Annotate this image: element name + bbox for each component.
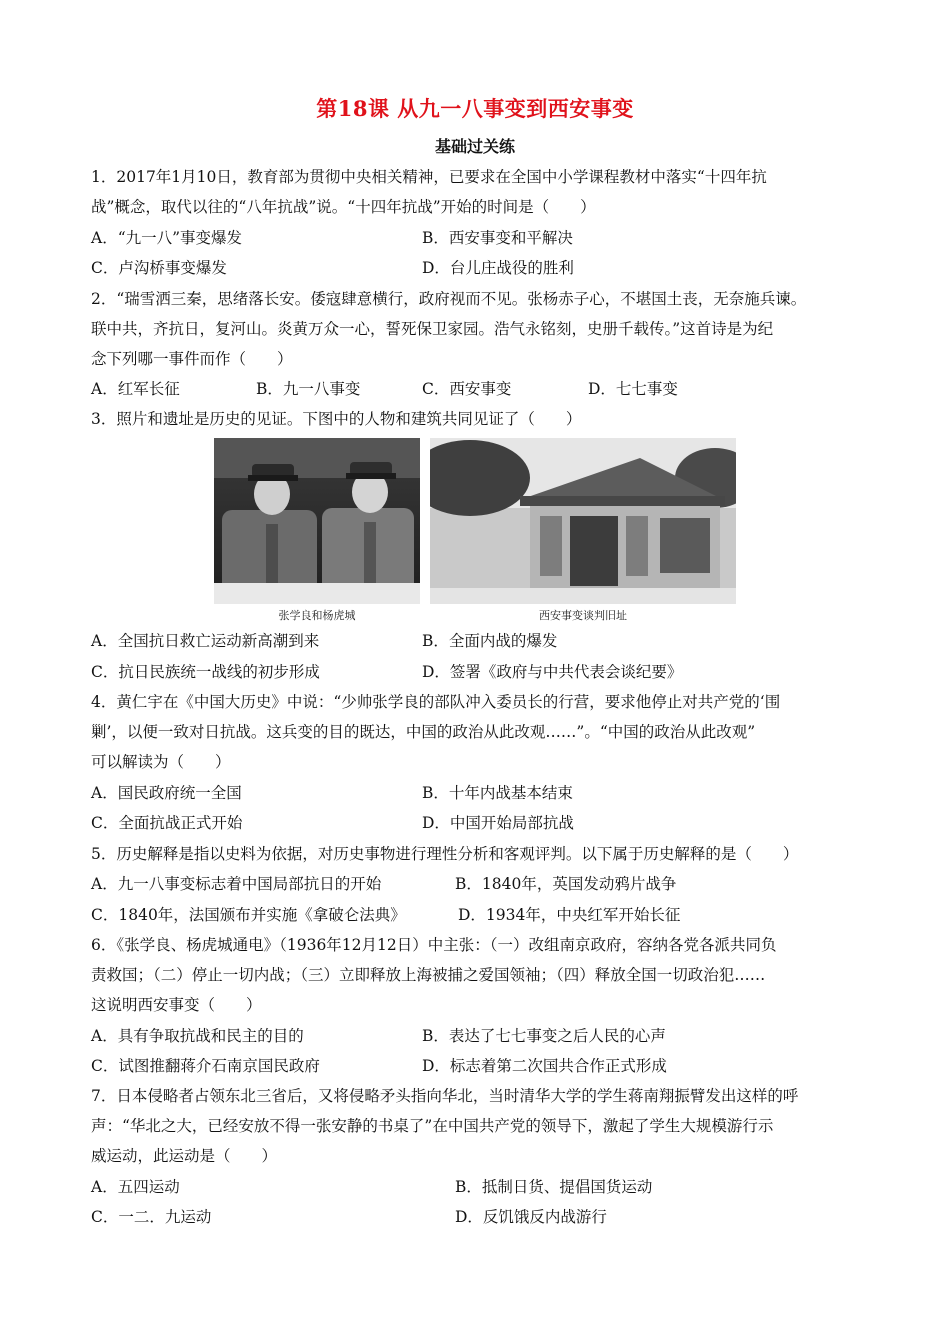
q6-stem-line1: 6．《张学良、杨虎城通电》（1936年12月12日）中主张：（一）改组南京政府，容纳各党各派共同负 [91,936,777,954]
q4-option-b: B．十年内战基本结束 [422,784,573,802]
q2-stem-line1: 2．“瑞雪洒三秦，思绪落长安。倭寇肆意横行，政府视而不见。张杨赤子心，不堪国土丧，无奈施兵谏。 [91,290,807,308]
photo-two-officers [214,438,420,604]
q3-option-d: D．签署《政府与中共代表会谈纪要》 [422,663,683,681]
q1-stem-line2: 战”概念，取代以往的“八年抗战”说。“十四年抗战”开始的时间是（ ） [91,198,596,216]
q7-stem-line2: 声：“华北之大，已经安放不得一张安静的书桌了”在中国共产党的领导下，激起了学生大规模游行示 [91,1117,774,1135]
q4-stem-line1: 4．黄仁宇在《中国大历史》中说：“少帅张学良的部队冲入委员长的行营，要求他停止对共产党的‘围 [91,693,781,711]
q2-stem-line3: 念下列哪一事件而作（ ） [91,350,293,368]
q5-option-d: D．1934年，中央红军开始长征 [458,906,681,924]
q1-option-a: A．“九一八”事变爆发 [91,229,243,247]
lesson-title: 第18课 从九一八事变到西安事变 [316,96,634,121]
q2-option-c: C．西安事变 [422,380,512,398]
q5-stem-line1: 5．历史解释是指以史料为依据，对历史事物进行理性分析和客观评判。以下属于历史解释的是（ ） [91,845,799,863]
two-officers-image [214,438,420,604]
q3-option-b: B．全面内战的爆发 [422,632,558,650]
q7-stem-line3: 威运动，此运动是（ ） [91,1147,278,1165]
q7-option-c: C．一二．九运动 [91,1208,212,1226]
q4-option-c: C．全面抗战正式开始 [91,814,243,832]
q1-option-c: C．卢沟桥事变爆发 [91,259,227,277]
q7-option-d: D．反饥饿反内战游行 [455,1208,607,1226]
q6-option-b: B．表达了七七事变之后人民的心声 [422,1027,666,1045]
q2-option-b: B．九一八事变 [256,380,361,398]
q5-option-a: A．九一八事变标志着中国局部抗日的开始 [91,875,382,893]
q6-stem-line2: 责救国；（二）停止一切内战；（三）立即释放上海被捕之爱国领袖；（四）释放全国一切政治犯…… [91,966,766,984]
q7-option-a: A．五四运动 [91,1178,180,1196]
q6-stem-line3: 这说明西安事变（ ） [91,996,262,1014]
caption-left: 张学良和杨虎城 [278,609,356,622]
q4-option-d: D．中国开始局部抗战 [422,814,574,832]
q2-stem-line2: 联中共，齐抗日，复河山。炎黄万众一心，誓死保卫家园。浩气永铭刻，史册千载传。”这首诗是为纪 [91,320,774,338]
q6-option-c: C．试图推翻蒋介石南京国民政府 [91,1057,320,1075]
q7-stem-line1: 7．日本侵略者占领东北三省后，又将侵略矛头指向华北，当时清华大学的学生蒋南翔振臂发出这样的呼 [91,1087,799,1105]
q4-stem-line2: 剿’，以便一致对日抗战。这兵变的目的既达，中国的政治从此改观……”。“中国的政治从此改观” [91,723,756,741]
q1-option-d: D．台儿庄战役的胜利 [422,259,574,277]
photo-negotiation-site [430,438,736,604]
q4-option-a: A．国民政府统一全国 [91,784,242,802]
caption-right: 西安事变谈判旧址 [539,609,627,622]
q7-option-b: B．抵制日货、提倡国货运动 [455,1178,653,1196]
q3-stem-line1: 3．照片和遗址是历史的见证。下图中的人物和建筑共同见证了（ ） [91,410,582,428]
q5-option-c: C．1840年，法国颁布并实施《拿破仑法典》 [91,906,406,924]
q5-option-b: B．1840年，英国发动鸦片战争 [455,875,677,893]
q6-option-d: D．标志着第二次国共合作正式形成 [422,1057,667,1075]
q4-stem-line3: 可以解读为（ ） [91,753,231,771]
q3-option-a: A．全国抗日救亡运动新高潮到来 [91,632,320,650]
building-image [430,438,736,604]
q1-option-b: B．西安事变和平解决 [422,229,573,247]
q2-option-d: D．七七事变 [588,380,678,398]
section-subtitle: 基础过关练 [434,137,515,156]
q3-option-c: C．抗日民族统一战线的初步形成 [91,663,320,681]
q1-stem-line1: 1．2017年1月10日，教育部为贯彻中央相关精神，已要求在全国中小学课程教材中落实“十四年抗 [91,168,767,186]
q6-option-a: A．具有争取抗战和民主的目的 [91,1027,304,1045]
q2-option-a: A．红军长征 [91,380,180,398]
